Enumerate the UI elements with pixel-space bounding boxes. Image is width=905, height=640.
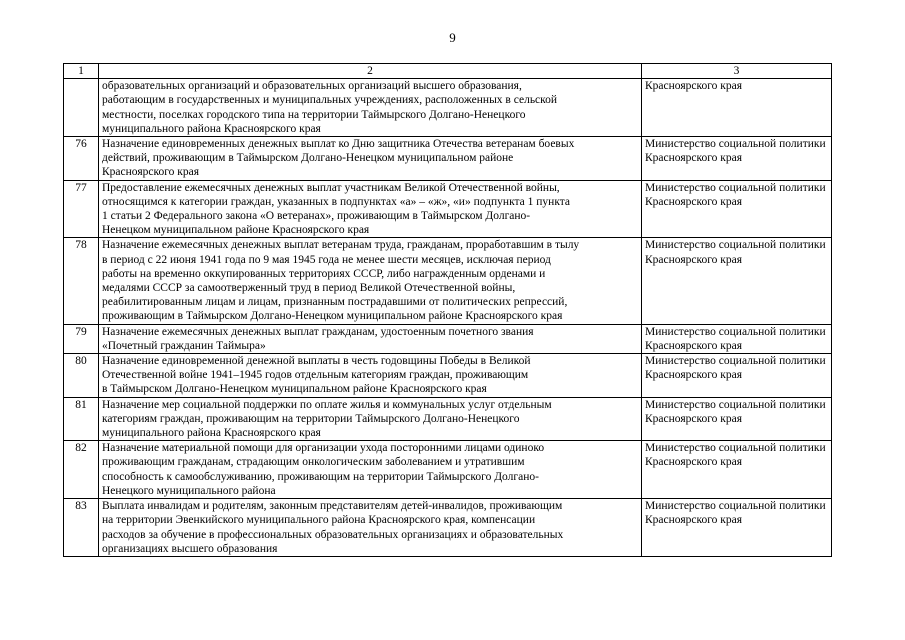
responsible-body-line: Красноярского края <box>645 195 742 208</box>
row-number: 82 <box>64 441 99 499</box>
description-line: способность к самообслуживанию, проживающим на территории Таймырского Долгано- <box>102 470 539 483</box>
description-line: организациях высшего образования <box>102 542 278 555</box>
responsible-body-line: Красноярского края <box>645 514 742 527</box>
table-body <box>64 79 832 557</box>
row-number: 80 <box>64 354 99 398</box>
description-line: действий, проживающим в Таймырском Долгано-Ненецком муниципальном районе <box>102 152 514 165</box>
description-line: муниципального района Красноярского края <box>102 122 321 135</box>
table-header-row <box>64 64 832 79</box>
description-line: проживающим в Таймырском Долгано-Ненецком муниципальном районе Красноярского края <box>102 310 563 323</box>
table-row <box>64 397 832 441</box>
description-line: в период с 22 июня 1941 года по 9 мая 1945 года не менее шести месяцев, исключая период <box>102 253 551 266</box>
description-line: «Почетный гражданин Таймыра» <box>102 339 266 352</box>
responsible-body-line: Министерство социальной политики <box>645 325 826 338</box>
responsible-body-line: Красноярского края <box>645 80 742 93</box>
responsible-body <box>642 180 832 238</box>
table-row <box>64 79 832 137</box>
service-description <box>99 441 642 499</box>
description-line: реабилитированным лицам и лицам, признанным пострадавшими от политических репрессий, <box>102 296 568 309</box>
service-description <box>99 137 642 181</box>
description-line: относящимся к категории граждан, указанных в подпунктах «а» – «ж», «и» подпункта 1 пункта <box>102 195 571 208</box>
responsible-body-line: Министерство социальной политики <box>645 442 826 455</box>
description-line: Назначение ежемесячных денежных выплат ветеранам труда, гражданам, проработавшим в тылу <box>102 239 580 252</box>
table-row <box>64 238 832 324</box>
row-number: 76 <box>64 137 99 181</box>
service-description <box>99 180 642 238</box>
responsible-body-line: Министерство социальной политики <box>645 500 826 513</box>
services-table <box>63 63 832 557</box>
row-number <box>64 79 99 137</box>
service-description <box>99 324 642 353</box>
responsible-body <box>642 397 832 441</box>
description-line: Назначение мер социальной поддержки по оплате жилья и коммунальных услуг отдельным <box>102 398 552 411</box>
description-line: местности, поселках городского типа на территории Таймырского Долгано-Ненецкого <box>102 108 526 121</box>
service-description <box>99 499 642 557</box>
row-number: 78 <box>64 238 99 324</box>
responsible-body-line: Красноярского края <box>645 369 742 382</box>
row-number: 81 <box>64 397 99 441</box>
description-line: работающим в государственных и муниципальных учреждениях, расположенных в сельской <box>102 94 558 107</box>
description-line: образовательных организаций и образовательных организаций высшего образования, <box>102 80 522 93</box>
description-line: категориям граждан, проживающим на территории Таймырского Долгано-Ненецкого <box>102 412 520 425</box>
responsible-body-line: Красноярского края <box>645 152 742 165</box>
responsible-body-line: Красноярского края <box>645 456 742 469</box>
table-row <box>64 324 832 353</box>
page-number: 9 <box>449 30 456 45</box>
description-line: Назначение ежемесячных денежных выплат гражданам, удостоенным почетного звания <box>102 325 534 338</box>
responsible-body-line: Красноярского края <box>645 339 742 352</box>
responsible-body <box>642 79 832 137</box>
description-line: проживающим гражданам, страдающим онкологическим заболеванием и утратившим <box>102 456 525 469</box>
row-number: 83 <box>64 499 99 557</box>
description-line: 1 статьи 2 Федерального закона «О ветеранах», проживающим в Таймырском Долгано- <box>102 210 531 223</box>
description-line: Красноярского края <box>102 166 199 179</box>
table-row <box>64 354 832 398</box>
responsible-body <box>642 238 832 324</box>
description-line: Назначение материальной помощи для организации ухода посторонними лицами одиноко <box>102 442 545 455</box>
responsible-body-line: Министерство социальной политики <box>645 181 826 194</box>
service-description <box>99 238 642 324</box>
column-header-3: 3 <box>642 64 832 79</box>
row-number: 79 <box>64 324 99 353</box>
responsible-body-line: Министерство социальной политики <box>645 398 826 411</box>
table-row <box>64 499 832 557</box>
responsible-body <box>642 499 832 557</box>
description-line: Выплата инвалидам и родителям, законным представителям детей-инвалидов, проживающим <box>102 500 563 513</box>
table-row <box>64 180 832 238</box>
column-header-2: 2 <box>99 64 642 79</box>
description-line: Назначение единовременной денежной выплаты в честь годовщины Победы в Великой <box>102 355 531 368</box>
description-line: муниципального района Красноярского края <box>102 427 321 440</box>
description-line: Отечественной войне 1941–1945 годов отдельным категориям граждан, проживающим <box>102 369 529 382</box>
description-line: Назначение единовременных денежных выплат ко Дню защитника Отечества ветеранам боевых <box>102 138 575 151</box>
description-line: в Таймырском Долгано-Ненецком муниципальном районе Красноярского края <box>102 383 487 396</box>
responsible-body-line: Красноярского края <box>645 253 742 266</box>
responsible-body <box>642 324 832 353</box>
description-line: Ненецкого муниципального района <box>102 484 276 497</box>
responsible-body-line: Министерство социальной политики <box>645 355 826 368</box>
service-description <box>99 79 642 137</box>
description-line: на территории Эвенкийского муниципального района Красноярского края, компенсации <box>102 514 536 527</box>
service-description <box>99 354 642 398</box>
responsible-body-line: Министерство социальной политики <box>645 239 826 252</box>
table-row <box>64 137 832 181</box>
table-row <box>64 441 832 499</box>
description-line: Ненецком муниципальном районе Красноярского края <box>102 224 370 237</box>
row-number: 77 <box>64 180 99 238</box>
responsible-body <box>642 441 832 499</box>
column-header-1: 1 <box>64 64 99 79</box>
responsible-body-line: Министерство социальной политики <box>645 138 826 151</box>
description-line: работы на временно оккупированных территориях СССР, либо награжденным орденами и <box>102 267 546 280</box>
description-line: расходов за обучение в профессиональных образовательных организациях и образовательных <box>102 528 564 541</box>
description-line: Предоставление ежемесячных денежных выплат участникам Великой Отечественной войны, <box>102 181 560 194</box>
responsible-body <box>642 137 832 181</box>
responsible-body <box>642 354 832 398</box>
service-description <box>99 397 642 441</box>
description-line: медалями СССР за самоотверженный труд в период Великой Отечественной войны, <box>102 282 516 295</box>
responsible-body-line: Красноярского края <box>645 412 742 425</box>
